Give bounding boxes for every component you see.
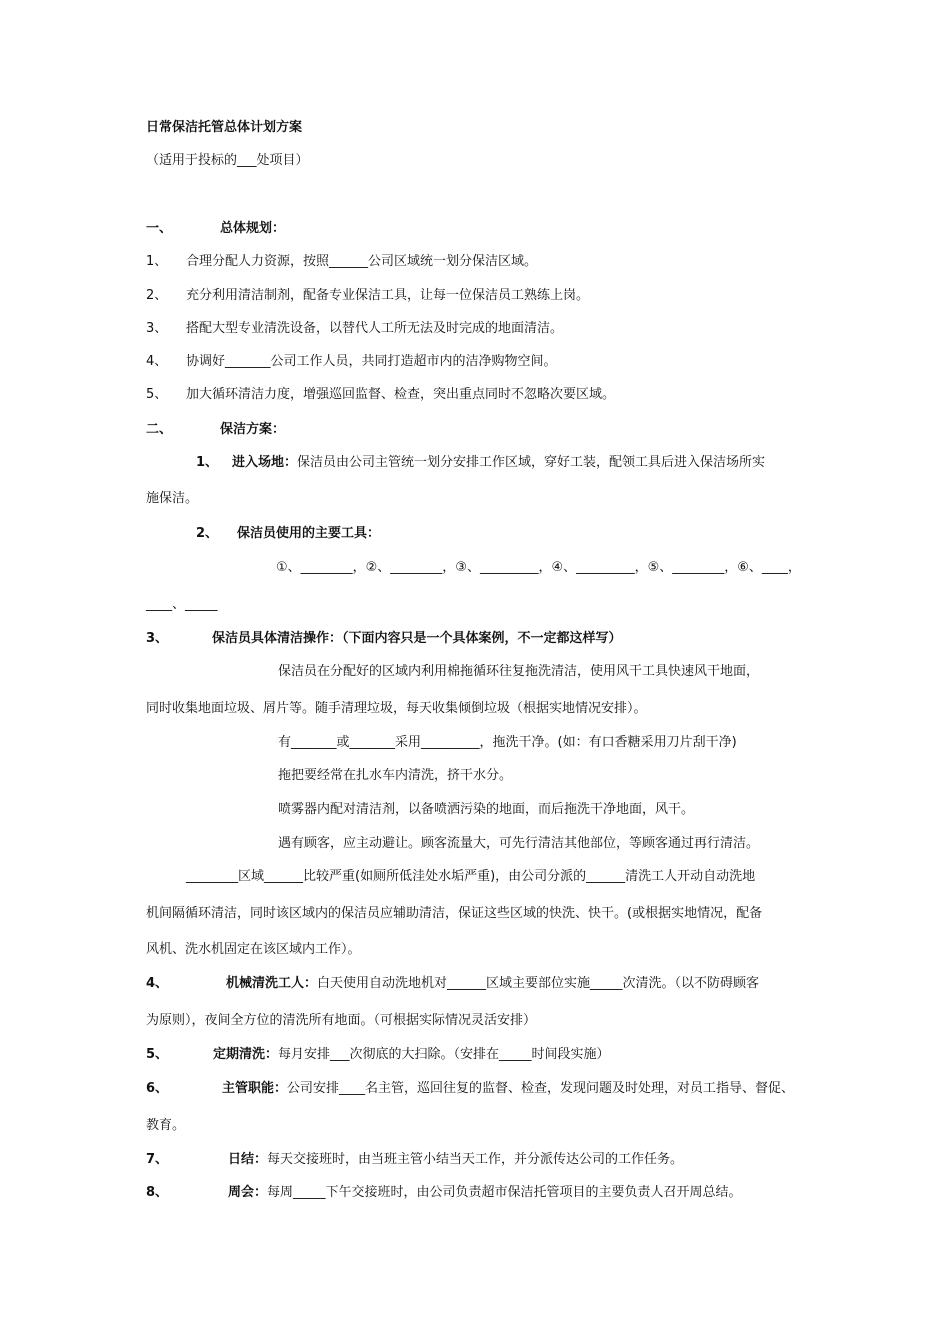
p1-text: 保洁员由公司主管统一划分安排工作区域，穿好工装，配领工具后进入保洁场所实	[297, 455, 766, 470]
p3-label: 保洁员具体清洁操作：（下面内容只是一个具体案例，不一定都这样写）	[212, 631, 622, 646]
tools-list-continuation: ____、_____	[146, 597, 218, 612]
list-item-number: 5、	[146, 387, 168, 402]
p3-line: 有_______或_______采用_________，拖洗干净。(如：有口香糖采用刀片刮干净)	[278, 735, 737, 750]
p3-line: 保洁员在分配好的区域内利用棉拖循环往复拖洗清洁，使用风干工具快速风干地面，	[278, 664, 760, 679]
p4-text: 白天使用自动洗地机对______区域主要部位实施_____次清洗。（以不防碍顾客	[317, 976, 760, 991]
p6-number: 6、	[146, 1081, 169, 1096]
list-item-number: 3、	[146, 321, 168, 336]
p3-line: 拖把要经常在扎水车内清洗，挤干水分。	[278, 768, 513, 783]
document-title: 日常保洁托管总体计划方案	[146, 120, 303, 135]
p5-paragraph	[213, 1046, 610, 1064]
p7-label: 日结：	[228, 1152, 268, 1167]
p5-label: 定期清洗：	[213, 1047, 279, 1062]
p3-line: 喷雾器内配对清洁剂，以备喷洒污染的地面，而后拖洗干净地面，风干。	[278, 802, 695, 817]
p7-paragraph	[228, 1151, 683, 1169]
p3-line: ________区域______比较严重(如厕所低洼处水垢严重)，由公司分派的______清洗工人开动自动洗地	[186, 869, 756, 884]
p3-line: 遇有顾客，应主动避让。顾客流量大，可先行清洁其他部位，等顾客通过再行清洁。	[278, 836, 760, 851]
list-item: 合理分配人力资源，按照______公司区域统一划分保洁区域。	[186, 254, 538, 269]
p1-paragraph	[232, 454, 765, 472]
section1-heading: 总体规划：	[220, 221, 286, 236]
p7-number: 7、	[146, 1152, 169, 1167]
p6-text: 公司安排____名主管，巡回往复的监督、检查，发现问题及时处理，对员工指导、督促、	[287, 1081, 795, 1096]
p4-continuation: 为原则），夜间全方位的清洗所有地面。（可根据实际情况灵活安排）	[146, 1013, 537, 1028]
list-item-number: 1、	[146, 254, 168, 269]
p6-paragraph	[222, 1080, 794, 1098]
list-item: 加大循环清洁力度，增强巡回监督、检查，突出重点同时不忽略次要区域。	[186, 387, 616, 402]
p1-label: 进入场地：	[232, 455, 298, 470]
p3-line: 同时收集地面垃圾、屑片等。随手清理垃圾，每天收集倾倒垃圾（根据实地情况安排）。	[146, 701, 647, 716]
list-item-number: 2、	[146, 288, 168, 303]
p2-label: 保洁员使用的主要工具：	[237, 526, 381, 541]
list-item: 搭配大型专业清洗设备，以替代人工所无法及时完成的地面清洁。	[186, 321, 564, 336]
section2-heading: 保洁方案：	[220, 422, 286, 437]
p6-label: 主管职能：	[222, 1081, 288, 1096]
list-item: 协调好_______公司工作人员，共同打造超市内的洁净购物空间。	[186, 354, 557, 369]
p3-line: 风机、洗水机固定在该区域内工作）。	[146, 942, 361, 957]
list-item: 充分利用清洁制剂，配备专业保洁工具，让每一位保洁员工熟练上岗。	[186, 288, 590, 303]
p4-number: 4、	[146, 976, 169, 991]
section2-number: 二、	[146, 422, 173, 437]
p1-continuation: 施保洁。	[146, 491, 199, 506]
p6-continuation: 教育。	[146, 1118, 186, 1133]
p2-number: 2、	[196, 526, 219, 541]
p8-label: 周会：	[228, 1185, 268, 1200]
p4-label: 机械清洗工人：	[226, 976, 318, 991]
list-item-number: 4、	[146, 354, 168, 369]
tools-list: ①、________，②、________，③、_________，④、_________，⑤、________，⑥、____，	[276, 560, 801, 575]
p5-number: 5、	[146, 1047, 169, 1062]
p4-paragraph	[226, 975, 759, 993]
p8-paragraph	[228, 1184, 742, 1202]
document-subtitle: （适用于投标的___处项目）	[146, 153, 309, 168]
p1-number: 1、	[196, 455, 219, 470]
p7-text: 每天交接班时，由当班主管小结当天工作，并分派传达公司的工作任务。	[267, 1152, 684, 1167]
p8-number: 8、	[146, 1185, 169, 1200]
section1-number: 一、	[146, 221, 173, 236]
p3-line: 机间隔循环清洁，同时该区域内的保洁员应辅助清洁，保证这些区域的快洗、快干。(或根据实地情况，配备	[146, 906, 763, 921]
p5-text: 每月安排___次彻底的大扫除。（安排在_____时间段实施）	[278, 1047, 610, 1062]
p8-text: 每周_____下午交接班时，由公司负责超市保洁托管项目的主要负责人召开周总结。	[267, 1185, 742, 1200]
p3-number: 3、	[146, 631, 169, 646]
